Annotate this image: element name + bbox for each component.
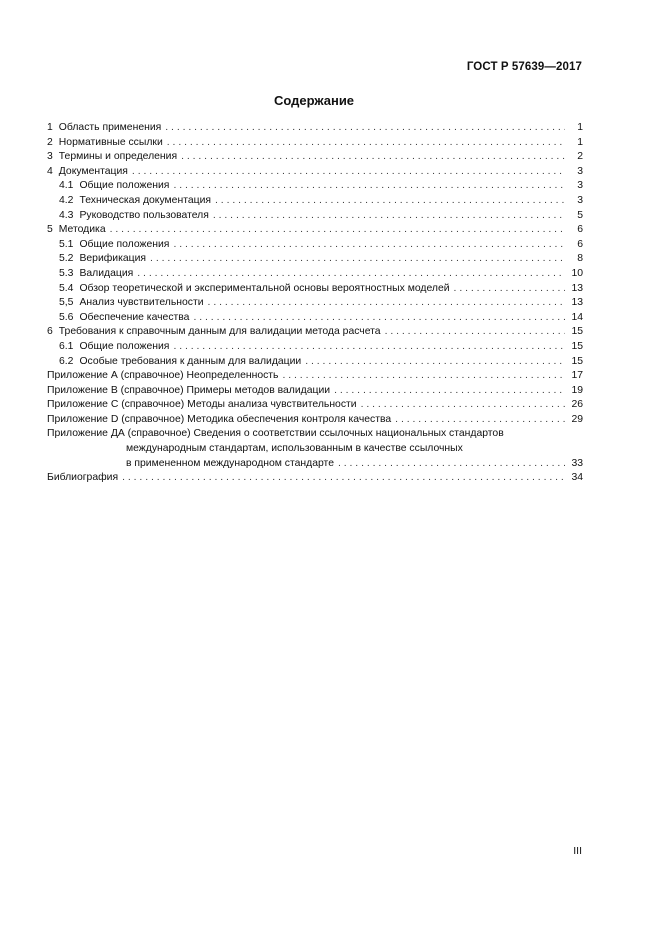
toc-entry-number: 3 [47,151,53,163]
toc-entry-page: 6 [577,238,583,250]
toc-entry-number: 5.3 [59,267,74,279]
leader-dots [181,150,565,165]
toc-entry-label [47,136,163,151]
toc-entry-label [47,413,391,428]
toc-entry-label [59,252,146,267]
toc-entry-page: 2 [577,151,583,163]
toc-entry-page: 8 [577,253,583,265]
toc-entry-number: 4.3 [59,209,74,221]
toc-entry-page: 13 [571,297,583,309]
toc-entry-text: Общие положения [79,180,170,192]
toc-entry[interactable] [47,355,583,370]
leader-dots [361,398,565,413]
leader-dots [122,471,565,486]
toc-entry-label: в примененном международном стандарте [126,457,334,469]
toc-entry-page: 26 [571,399,583,411]
toc-entry-text: Особые требования к данным для валидации [79,355,302,367]
toc-entry-label [59,194,211,209]
toc-entry[interactable] [47,194,583,209]
leader-dots [208,296,565,311]
toc-entry[interactable] [47,223,583,238]
page-number: III [573,845,582,857]
toc-entry-label [59,209,209,224]
toc-entry-bibliography[interactable] [47,471,583,486]
toc-entry[interactable] [47,296,583,311]
toc-entry[interactable] [47,238,583,253]
leader-dots [282,369,565,384]
leader-dots [173,340,565,355]
toc-entry[interactable] [47,282,583,297]
toc-entry-label [47,223,106,238]
toc-entry-page: 13 [571,282,583,294]
toc-entry-page: 19 [571,384,583,396]
toc-entry-number: 5 [47,224,53,236]
toc-entry-text: Валидация [79,267,134,279]
leader-dots [137,267,565,282]
toc-entry-text: Документация [58,165,128,177]
toc-entry-label: Приложение ДА (справочное) Сведения о соответствии ссылочных национальных стандартов [47,428,504,440]
toc-entry[interactable] [47,121,583,136]
leader-dots [385,325,565,340]
toc-entry-number: 5.4 [59,282,74,294]
toc-entry-label [59,267,133,282]
toc-entry-label [47,150,177,165]
toc-entry[interactable] [47,209,583,224]
leader-dots [173,179,565,194]
toc-entry-annex-da-line3[interactable] [47,457,583,472]
toc-entry-page: 1 [577,136,583,148]
toc-entry[interactable] [47,384,583,399]
toc-entry-annex-da[interactable] [47,427,583,442]
toc-entry-page: 14 [571,311,583,323]
toc-entry-page: 29 [571,413,583,425]
toc-entry-text: Анализ чувствительности [79,297,204,309]
toc-entry-label [47,384,330,399]
toc-entry-text: Техническая документация [79,194,212,206]
toc-entry-number: 5,5 [59,297,74,309]
toc-entry-page: 17 [571,370,583,382]
toc-entry-number: 6.1 [59,340,74,352]
table-of-contents [47,121,583,486]
toc-entry[interactable] [47,340,583,355]
toc-entry-text: Приложение В (справочное) Примеры методов валидации [47,384,331,396]
toc-entry-number: 1 [47,122,53,133]
toc-entry[interactable] [47,252,583,267]
toc-entry-label [47,325,381,340]
leader-dots [334,384,565,399]
toc-entry-annex-da-line2 [47,442,583,457]
document-code: ГОСТ Р 57639—2017 [466,61,582,73]
toc-entry-number: 6.2 [59,355,74,367]
toc-entry-text: Обзор теоретической и экспериментальной основы вероятностных моделей [79,282,450,294]
toc-entry-page: 15 [571,326,583,338]
toc-entry-text: Приложение D (справочное) Методика обеспечения контроля качества [47,413,392,425]
leader-dots [395,413,565,428]
page-title: Содержание [273,93,355,108]
toc-entry-text: Область применения [58,122,162,133]
toc-entry-label [59,340,169,355]
toc-entry-number: 2 [47,136,53,148]
toc-entry[interactable] [47,136,583,151]
toc-entry-text: Методика [58,224,106,236]
leader-dots [193,311,565,326]
toc-entry-label [59,355,301,370]
leader-dots [213,209,565,224]
toc-entry-label [47,398,357,413]
toc-entry-label [47,165,128,180]
toc-entry-text: Верификация [79,253,147,265]
toc-entry-label [59,179,169,194]
toc-entry-text: Обеспечение качества [79,311,190,323]
toc-entry[interactable] [47,398,583,413]
toc-entry-label [59,282,450,297]
toc-entry-number: 6 [47,326,53,338]
leader-dots [165,121,565,136]
toc-entry-text: Общие положения [79,340,170,352]
toc-entry-text: Общие положения [79,238,170,250]
toc-entry-text: Термины и определения [58,151,178,163]
toc-entry-label [59,311,189,326]
toc-entry-text: Нормативные ссылки [58,136,163,148]
toc-entry-page: 10 [571,267,583,279]
toc-entry[interactable] [47,311,583,326]
toc-entry-page: 3 [577,194,583,206]
toc-entry[interactable] [47,165,583,180]
leader-dots [305,355,565,370]
toc-entry-page: 6 [577,224,583,236]
toc-entry-label [47,121,161,136]
leader-dots [173,238,565,253]
toc-entry-label: международным стандартам, использованным в качестве ссылочных [126,443,463,455]
toc-entry-page: 3 [577,180,583,192]
leader-dots [167,136,565,151]
toc-entry-page: 33 [571,457,583,469]
toc-entry-label [47,369,278,384]
toc-entry[interactable] [47,325,583,340]
leader-dots [110,223,565,238]
leader-dots [150,252,565,267]
toc-entry-page: 15 [571,355,583,367]
toc-entry-page: 15 [571,340,583,352]
toc-entry-text: Приложение А (справочное) Неопределенность [47,370,279,382]
toc-entry[interactable] [47,179,583,194]
toc-entry-label [59,296,204,311]
leader-dots [454,282,565,297]
toc-entry[interactable] [47,267,583,282]
toc-entry-page: 3 [577,165,583,177]
toc-entry-label: Библиография [47,472,119,484]
toc-entry-text: Требования к справочным данным для валидации метода расчета [58,326,381,338]
toc-entry-text: Приложение С (справочное) Методы анализа чувствительности [47,399,357,411]
toc-entry[interactable] [47,413,583,428]
toc-entry-number: 4.1 [59,180,74,192]
toc-entry-number: 5.6 [59,311,74,323]
toc-entry-page: 5 [577,209,583,221]
toc-entry-number: 4.2 [59,194,74,206]
leader-dots [215,194,565,209]
toc-entry-number: 5.1 [59,238,74,250]
toc-entry[interactable] [47,150,583,165]
toc-entry-label [59,238,169,253]
toc-entry[interactable] [47,369,583,384]
toc-entry-page: 34 [571,472,583,484]
toc-entry-number: 4 [47,165,53,177]
leader-dots [132,165,565,180]
toc-entry-text: Руководство пользователя [79,209,209,221]
toc-entry-page: 1 [577,122,583,133]
toc-entry-number: 5.2 [59,253,74,265]
leader-dots [338,457,565,472]
